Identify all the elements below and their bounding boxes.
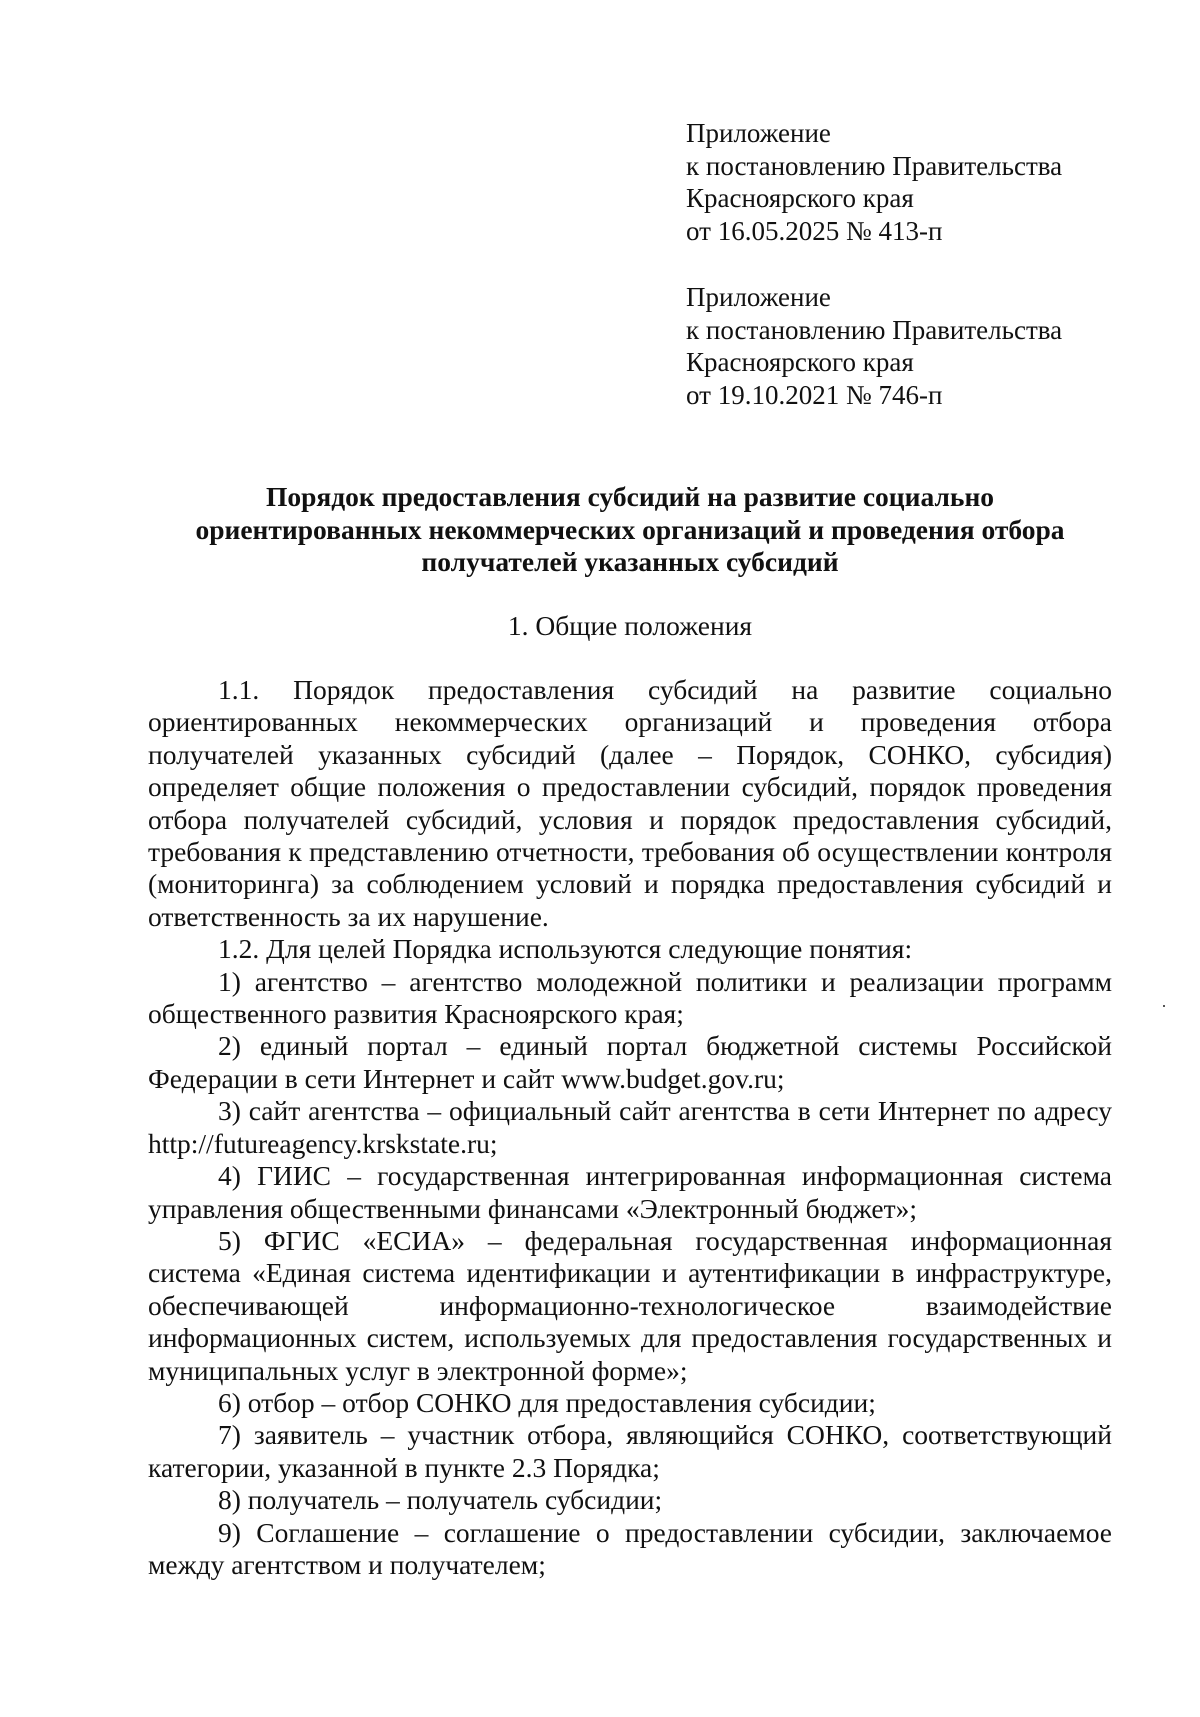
- definition-item-2: 2) единый портал – единый портал бюджетной системы Российской Федерации в сети Интернет и сайт www.budget.gov.ru;: [148, 1030, 1112, 1094]
- definition-item-5: 5) ФГИС «ЕСИА» – федеральная государственная информационная система «Единая система идентификации и аутентификации в инфраструктуре, обеспечивающей информационно-технологическое взаимодействие информационных систем, используемых для предоставления государственных и муниципальных услуг в электронной форме»;: [148, 1224, 1112, 1386]
- document-body: [148, 674, 1112, 1581]
- definition-item-8: 8) получатель – получатель субсидии;: [218, 1484, 663, 1516]
- definition-item-3: 3) сайт агентства – официальный сайт агентства в сети Интернет по адресу http://futureagency.krskstate.ru;: [148, 1095, 1112, 1159]
- paragraph-1-1: 1.1. Порядок предоставления субсидий на развитие социально ориентированных некоммерческих организаций и проведения отбора получателей указанных субсидий (далее – Порядок, СОНКО, субсидия) определяет общие положения о предоставлении субсидий, порядок проведения отбора получателей субсидий, условия и порядок предоставления субсидий, требования к представлению отчетности, требования об осуществлении контроля (мониторинга) за соблюдением условий и порядка предоставления субсидий и ответственность за их нарушение.: [148, 674, 1112, 932]
- attachment-date-number: от 16.05.2025 № 413-п: [686, 215, 943, 246]
- attachment-region-line: Красноярского края: [686, 347, 914, 377]
- definition-item-6: 6) отбор – отбор СОНКО для предоставления субсидии;: [218, 1386, 876, 1418]
- document-title-line-3: получателей указанных субсидий: [421, 546, 839, 577]
- document-title: [140, 481, 1120, 579]
- document-title-line-2: ориентированных некоммерческих организаций и проведения отбора: [195, 513, 1065, 545]
- definition-item-9: 9) Соглашение – соглашение о предоставлении субсидии, заключаемое между агентством и получателем;: [148, 1516, 1112, 1580]
- document-title-line-1: Порядок предоставления субсидий на развитие социально: [265, 481, 995, 512]
- attachment-resolution-line: к постановлению Правительства: [686, 314, 1063, 345]
- attachment-date-number: от 19.10.2021 № 746-п: [686, 379, 943, 410]
- definition-item-1: 1) агентство – агентство молодежной политики и реализации программ общественного развития Красноярского края;: [148, 965, 1112, 1030]
- definition-item-4: 4) ГИИС – государственная интегрированная информационная система управления общественными финансами «Электронный бюджет»;: [148, 1160, 1112, 1224]
- attachment-resolution-line: к постановлению Правительства: [686, 150, 1063, 181]
- attachment-block-original: [686, 281, 1166, 411]
- attachment-label: Приложение: [686, 118, 831, 148]
- scan-speck: [1163, 1005, 1165, 1007]
- attachment-region-line: Красноярского края: [686, 183, 914, 213]
- section-heading: 1. Общие положения: [507, 610, 753, 641]
- attachment-block-current: [686, 117, 1166, 247]
- attachment-label: Приложение: [686, 282, 831, 312]
- definition-item-7: 7) заявитель – участник отбора, являющийся СОНКО, соответствующий категории, указанной в пункте 2.3 Порядка;: [148, 1419, 1112, 1483]
- paragraph-1-2: 1.2. Для целей Порядка используются следующие понятия:: [218, 933, 913, 965]
